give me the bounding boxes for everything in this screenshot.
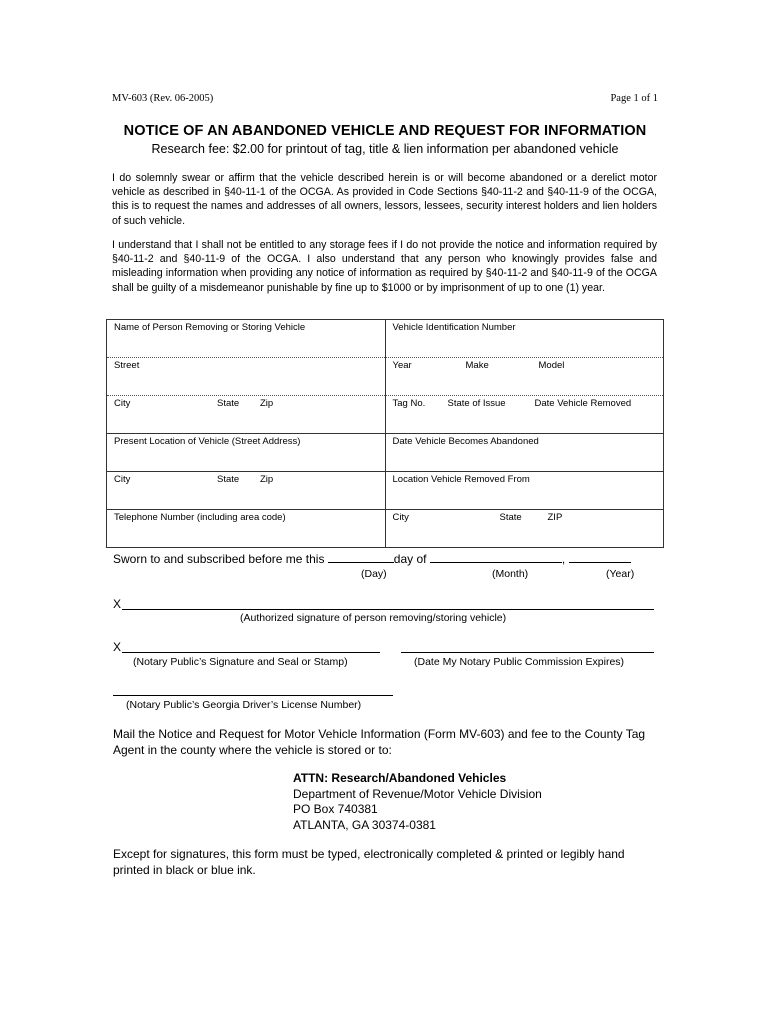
license-number-label: (Notary Public’s Georgia Driver’s License Number) — [126, 699, 362, 711]
research-fee: Research fee: $2.00 for printout of tag, title & lien information per abandoned vehicle — [151, 142, 619, 156]
field-label: ZIP — [547, 512, 563, 523]
month-label: (Month) — [492, 568, 529, 580]
table-row — [107, 396, 664, 434]
form-id: MV-603 (Rev. 06-2005) — [112, 93, 214, 104]
field-label: Street — [114, 360, 140, 371]
field-label: Tag No. — [392, 398, 426, 409]
notary-signature-line[interactable] — [122, 652, 380, 653]
field-label: Date Vehicle Becomes Abandoned — [392, 436, 539, 447]
commission-date-line[interactable] — [401, 652, 654, 653]
field-label: State of Issue — [447, 398, 506, 409]
affirmation-paragraph: I do solemnly swear or affirm that the vehicle described herein is or will become abandoned or a derelict motor vehicle as described in §40-11-1 of the OCGA. As provided in Code Sections §40-11-2 and §40-11-9 of the OCGA, this is to request the names and addresses of all owners, lessors, lessees, security interest holders and lien holders of such vehicle. — [112, 172, 657, 227]
removed-from-city-state-zip-field[interactable] — [385, 510, 664, 548]
field-label: Name of Person Removing or Storing Vehicle — [114, 322, 306, 333]
table-row — [107, 472, 664, 510]
year-label: (Year) — [606, 568, 635, 580]
month-blank[interactable] — [430, 562, 562, 563]
field-label: State — [217, 398, 240, 409]
field-label: State — [499, 512, 522, 523]
completion-note: Except for signatures, this form must be typed, electronically completed & printed or legibly hand printed in black or blue ink. — [113, 847, 625, 877]
address-line: ATLANTA, GA 30374-0381 — [293, 817, 436, 832]
form-title: NOTICE OF AN ABANDONED VEHICLE AND REQUEST FOR INFORMATION — [123, 123, 647, 139]
table-row — [107, 510, 664, 548]
day-blank[interactable] — [328, 562, 394, 563]
address-attn: ATTN: Research/Abandoned Vehicles — [293, 771, 507, 785]
day-label: (Day) — [361, 568, 387, 580]
field-label: Present Location of Vehicle (Street Address) — [114, 436, 301, 447]
signature-x-mark: X — [113, 640, 122, 654]
field-label: Vehicle Identification Number — [392, 322, 516, 333]
field-label: City — [392, 512, 409, 523]
comma: , — [561, 552, 566, 566]
field-label: Zip — [260, 398, 274, 409]
table-row — [107, 320, 664, 358]
table-row — [107, 358, 664, 396]
field-label: Date Vehicle Removed — [534, 398, 632, 409]
vin-field[interactable] — [385, 320, 664, 358]
signature-x-mark: X — [113, 597, 122, 611]
year-blank[interactable] — [569, 562, 631, 563]
notary-signature-label: (Notary Public’s Signature and Seal or Stamp) — [133, 656, 348, 668]
mailing-address — [293, 771, 542, 833]
telephone-field[interactable] — [107, 510, 386, 548]
removed-from-field[interactable] — [385, 472, 664, 510]
field-label: Telephone Number (including area code) — [114, 512, 286, 523]
vehicle-info-table — [106, 319, 664, 548]
name-field[interactable] — [107, 320, 386, 358]
city-state-zip-field[interactable] — [107, 396, 386, 434]
present-location-field[interactable] — [107, 434, 386, 472]
tag-field[interactable] — [385, 396, 664, 434]
field-label: Location Vehicle Removed From — [392, 474, 530, 485]
understanding-paragraph: I understand that I shall not be entitled to any storage fees if I do not provide the notice and information required by §40-11-2 and §40-11-9 of the OCGA. I also understand that any person who knowingly provides false and misleading information when providing any notice of information as required by §40-11-2 and §40-11-9 of the OCGA shall be guilty of a misdemeanor punishable by fine up to $1000 or by imprisonment of up to one (1) year. — [112, 239, 657, 294]
mail-instructions: Mail the Notice and Request for Motor Vehicle Information (Form MV-603) and fee to the County Tag Agent in the county where the vehicle is stored or to: — [113, 727, 646, 757]
field-label: City — [114, 474, 131, 485]
license-number-line[interactable] — [113, 695, 393, 696]
street-field[interactable] — [107, 358, 386, 396]
commission-date-label: (Date My Notary Public Commission Expires) — [414, 656, 625, 668]
authorized-signature-label: (Authorized signature of person removing/storing vehicle) — [240, 612, 507, 624]
address-line: PO Box 740381 — [293, 802, 378, 816]
field-label: Model — [538, 360, 565, 371]
field-label: State — [217, 474, 240, 485]
sworn-prefix: Sworn to and subscribed before me this — [113, 552, 325, 566]
field-label: Year — [392, 360, 412, 371]
field-label: Zip — [260, 474, 274, 485]
day-of-text: day of — [393, 552, 427, 566]
page-number: Page 1 of 1 — [610, 93, 658, 104]
field-label: City — [114, 398, 131, 409]
address-line: Department of Revenue/Motor Vehicle Division — [293, 786, 542, 801]
table-row — [107, 434, 664, 472]
location-city-state-zip-field[interactable] — [107, 472, 386, 510]
authorized-signature-line[interactable] — [122, 609, 654, 610]
field-label: Make — [465, 360, 489, 371]
year-make-model-field[interactable] — [385, 358, 664, 396]
abandoned-date-field[interactable] — [385, 434, 664, 472]
sworn-statement — [113, 552, 631, 566]
